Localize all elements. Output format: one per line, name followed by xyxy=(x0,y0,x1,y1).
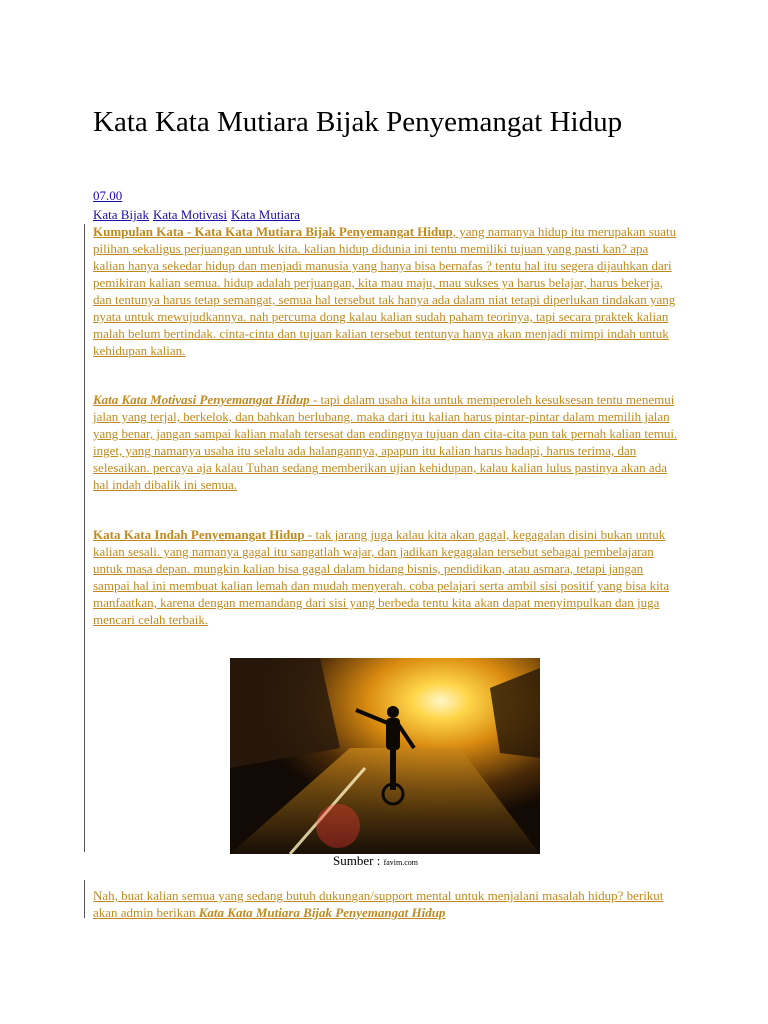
caption-source: favim.com xyxy=(383,858,418,867)
left-margin-line xyxy=(84,224,85,852)
sunset-cyclist-photo xyxy=(230,658,540,854)
caption-label: Sumber : xyxy=(333,853,384,868)
label-list xyxy=(93,207,304,223)
page-title: Kata Kata Mutiara Bijak Penyemangat Hidup xyxy=(93,106,623,138)
time-link[interactable]: 07.00 xyxy=(93,188,123,203)
paragraph-text: Nah, buat kalian semua yang sedang butuh dukungan/support mental untuk menjalani masalah hidup? berikut akan admin berikan xyxy=(93,888,664,920)
image-caption xyxy=(333,853,418,869)
paragraph-text: , yang namanya hidup itu merupakan suatu pilihan sekaligus perjuangan untuk kita. kalian hidup didunia ini tentu memiliki tujuan yang pasti kan? apa kalian hanya sekedar hidup dan menjadi manusia yang hanya bisa bernafas ? tentu hal itu segera dijauhkan dari pemikiran kalian semua. hidup adalah perjuangan, kita mau maju, mau sukses ya harus belajar, harus bekerja, dan tentunya harus tetap semangat, semua hal tersebut tak hanya ada dalam niat tetapi diperlukan tindakan yang nyata untuk mewujudkannya. nah percuma dong kalau kalian sudah paham teorinya, tapi secara praktek kalian malah belum bertindak. cinta-cinta dan tujuan kalian tersebut tentunya hanya akan menjadi mimpi indah untuk kehidupan kalian. xyxy=(93,224,677,358)
paragraph-lead: Kata Kata Mutiara Bijak Penyemangat Hidup xyxy=(198,905,446,920)
label-link[interactable]: Kata Mutiara xyxy=(230,207,300,222)
paragraph[interactable] xyxy=(93,391,678,493)
left-margin-line xyxy=(84,880,85,918)
paragraph-text: - tapi dalam usaha kita untuk memperoleh kesuksesan tentu menemui jalan yang terjal, berkelok, dan bahkan berlubang. maka dari itu kalian harus pintar-pintar dalam memilih jalan yang benar, jangan sampai kalian malah tersesat dan endingnya tujuan dan cita-cita pun tak pernah kalian temui. inget, yang namanya usaha itu selalu ada halangannya, apapun itu kalian harus hadapi, harus terima, dan selesaikan. percaya aja kalau Tuhan sedang memberikan ujian kehidupan, kalau kalian lulus pastinya akan ada hal indah dibalik ini semua. xyxy=(93,392,678,492)
label-link[interactable]: Kata Bijak xyxy=(93,207,149,222)
post-time xyxy=(93,188,126,204)
label-link[interactable]: Kata Motivasi xyxy=(152,207,227,222)
paragraph-lead: Kata Kata Motivasi Penyemangat Hidup xyxy=(93,392,310,407)
paragraph-text: - tak jarang juga kalau kita akan gagal, kegagalan disini bukan untuk kalian sesali. yang namanya gagal itu sangatlah wajar, dan jadikan kegagalan tersebut sebagai pembelajaran untuk masa depan. mungkin kalian bisa gagal dalam bidang bisnis, pendidikan, atau asmara, tetapi jangan sampai hal ini membuat kalian lemah dan mudah menyerah. coba pelajari serta ambil sisi positif yang bisa kita manfaatkan, karena dengan memandang dari sisi yang berbeda tentu kita akan dapat menyimpulkan dan juga mencari celah terbaik. xyxy=(93,527,670,627)
closing-paragraph[interactable] xyxy=(93,887,678,921)
paragraph-lead: Kumpulan Kata - Kata Kata Mutiara Bijak Penyemangat Hidup xyxy=(93,224,453,239)
paragraph-lead: Kata Kata Indah Penyemangat Hidup xyxy=(93,527,305,542)
paragraph[interactable] xyxy=(93,223,678,359)
paragraph[interactable] xyxy=(93,526,678,628)
